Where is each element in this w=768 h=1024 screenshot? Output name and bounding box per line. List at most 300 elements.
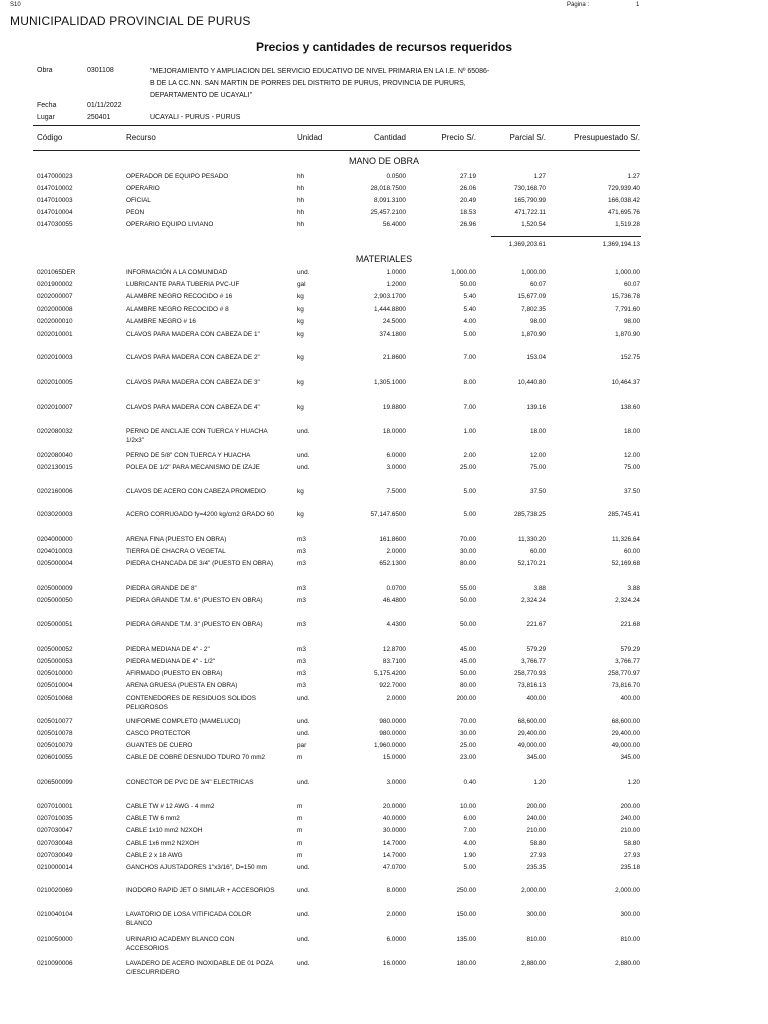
precio-cell: 1,000.00 (451, 269, 476, 276)
unidad-cell: hh (297, 197, 305, 204)
recurso-cell: CABLE TW 6 mm2 (126, 815, 180, 822)
recurso-cell: CABLE TW # 12 AWG - 4 mm2 (126, 803, 215, 810)
precio-cell: 0.40 (463, 779, 476, 786)
cantidad-cell: 2.0000 (386, 548, 406, 555)
precio-cell: 2.00 (463, 452, 476, 459)
unidad-cell: und. (297, 718, 310, 725)
presupuestado-cell: 3.88 (627, 585, 640, 592)
presupuestado-cell: 52,169.68 (611, 560, 640, 567)
recurso-cell: PEON (126, 209, 145, 216)
recurso-cell: ACERO CORRUGADO fy=4200 kg/cm2 GRADO 60 (126, 511, 274, 518)
precio-cell: 26.96 (460, 221, 476, 228)
recurso-cell: PIEDRA CHANCADA DE 3/4" (PUESTO EN OBRA) (126, 560, 274, 567)
presupuestado-cell: 29,400.00 (611, 730, 640, 737)
presupuestado-cell: 49,000.00 (611, 742, 640, 749)
presupuestado-cell: 60.00 (624, 548, 640, 555)
presupuestado-cell: 345.00 (620, 754, 640, 761)
cantidad-cell: 47.0700 (382, 864, 406, 871)
parcial-cell: 165,790.99 (514, 197, 546, 204)
mano-obra-total-parcial: 1,369,203.61 (508, 241, 546, 248)
presupuestado-cell: 58.80 (624, 840, 640, 847)
parcial-cell: 285,738.25 (514, 511, 546, 518)
parcial-cell: 221.67 (526, 621, 546, 628)
parcial-cell: 18.00 (530, 428, 546, 435)
presupuestado-cell: 152.75 (620, 354, 640, 361)
presupuestado-cell: 11,326.64 (612, 536, 640, 543)
precio-cell: 30.00 (460, 548, 476, 555)
parcial-cell: 235.35 (526, 864, 546, 871)
codigo-cell: 0205000004 (37, 560, 73, 567)
cantidad-cell: 14.7000 (382, 840, 406, 847)
cantidad-cell: 3.0000 (386, 779, 406, 786)
precio-cell: 45.00 (460, 646, 476, 653)
presupuestado-cell: 1,870.90 (615, 331, 640, 338)
precio-cell: 8.00 (463, 379, 476, 386)
codigo-cell: 0147030055 (37, 221, 73, 228)
precio-cell: 5.00 (463, 488, 476, 495)
presupuestado-cell: 810.00 (620, 936, 640, 943)
recurso-cell: INODORO RAPID JET O SIMILAR + ACCESORIOS (126, 887, 275, 894)
page-label: Página : (567, 2, 590, 8)
parcial-cell: 200.00 (526, 803, 546, 810)
presupuestado-cell: 2,880.00 (615, 960, 640, 967)
unidad-cell: hh (297, 221, 305, 228)
col-cantidad: Cantidad (373, 133, 406, 142)
unidad-cell: und. (297, 911, 310, 918)
codigo-cell: 0201900002 (37, 281, 73, 288)
precio-cell: 70.00 (460, 718, 476, 725)
precio-cell: 5.00 (463, 331, 476, 338)
unidad-cell: m3 (297, 560, 306, 567)
precio-cell: 25.00 (460, 464, 476, 471)
unidad-cell: kg (297, 331, 304, 338)
recurso-cell: AFIRMADO (PUESTO EN OBRA) (126, 670, 223, 677)
cantidad-cell: 24.5000 (382, 318, 406, 325)
codigo-cell: 0205010068 (37, 695, 73, 702)
unidad-cell: und. (297, 730, 310, 737)
precio-cell: 250.00 (456, 887, 476, 894)
parcial-cell: 27.93 (530, 852, 546, 859)
lugar-label: Lugar (37, 114, 55, 121)
parcial-cell: 7,802.35 (521, 306, 546, 313)
precio-cell: 30.00 (460, 730, 476, 737)
unidad-cell: gal (297, 281, 306, 288)
recurso-cell: POLEA DE 1/2" PARA MECANISMO DE IZAJE (126, 464, 260, 471)
presupuestado-cell: 221.68 (620, 621, 640, 628)
parcial-cell: 2,324.24 (521, 597, 546, 604)
presupuestado-cell: 200.00 (620, 803, 640, 810)
recurso-cell: CLAVOS PARA MADERA CON CABEZA DE 2" (126, 354, 260, 361)
unidad-cell: hh (297, 185, 305, 192)
presupuestado-cell: 37.50 (624, 488, 640, 495)
parcial-cell: 1.20 (533, 779, 546, 786)
codigo-cell: 0203020003 (37, 511, 73, 518)
cantidad-cell: 57,147.6500 (370, 511, 406, 518)
recurso-cell: GUANTES DE CUERO (126, 742, 193, 749)
parcial-cell: 345.00 (526, 754, 546, 761)
precio-cell: 80.00 (460, 560, 476, 567)
cantidad-cell: 15.0000 (382, 754, 406, 761)
codigo-cell: 0205000053 (37, 658, 73, 665)
presupuestado-cell: 1,000.00 (615, 269, 640, 276)
parcial-cell: 3,766.77 (521, 658, 546, 665)
unidad-cell: und. (297, 779, 310, 786)
recurso-cell: LAVADERO DE ACERO INOXIDABLE DE 01 POZA C/ESCURRIDERO (126, 960, 274, 976)
parcial-cell: 240.00 (526, 815, 546, 822)
cantidad-cell: 7.5000 (386, 488, 406, 495)
codigo-cell: 0210090006 (37, 960, 73, 967)
recurso-cell: ARENA FINA (PUESTO EN OBRA) (126, 536, 227, 543)
unidad-cell: m3 (297, 536, 306, 543)
codigo-cell: 0210050000 (37, 936, 73, 943)
unidad-cell: kg (297, 379, 304, 386)
presupuestado-cell: 73,816.70 (611, 682, 640, 689)
cantidad-cell: 1,444.8800 (374, 306, 406, 313)
parcial-cell: 300.00 (526, 911, 546, 918)
parcial-cell: 37.50 (530, 488, 546, 495)
codigo-cell: 0205010000 (37, 670, 73, 677)
codigo-cell: 0202010005 (37, 379, 73, 386)
unidad-cell: und. (297, 269, 310, 276)
recurso-cell: GANCHOS AJUSTADORES 1"x3/16", D=150 mm (126, 864, 267, 871)
recurso-cell: CLAVOS DE ACERO CON CABEZA PROMEDIO (126, 488, 266, 495)
unidad-cell: m (297, 827, 303, 834)
precio-cell: 6.00 (463, 815, 476, 822)
unidad-cell: m3 (297, 670, 306, 677)
recurso-cell: OPERARIO EQUIPO LIVIANO (126, 221, 214, 228)
precio-cell: 80.00 (460, 682, 476, 689)
presupuestado-cell: 166,038.42 (608, 197, 640, 204)
parcial-cell: 139.16 (526, 404, 546, 411)
recurso-cell: CABLE DE COBRE DESNUDO TDURO 70 mm2 (126, 754, 266, 761)
unidad-cell: kg (297, 306, 304, 313)
cantidad-cell: 652.1300 (379, 560, 406, 567)
parcial-cell: 15,677.09 (517, 293, 546, 300)
precio-cell: 50.00 (460, 670, 476, 677)
precio-cell: 20.49 (460, 197, 476, 204)
cantidad-cell: 56.4000 (382, 221, 406, 228)
parcial-cell: 75.00 (530, 464, 546, 471)
parcial-cell: 49,000.00 (517, 742, 546, 749)
cantidad-cell: 4.4300 (386, 621, 406, 628)
recurso-cell: PIEDRA GRANDE T.M. 3" (PUESTO EN OBRA) (126, 621, 263, 628)
unidad-cell: m3 (297, 682, 306, 689)
codigo-cell: 0205010004 (37, 682, 73, 689)
presupuestado-cell: 75.00 (624, 464, 640, 471)
recurso-cell: PERNO DE 5/8" CON TUERCA Y HUACHA (126, 452, 251, 459)
parcial-cell: 153.04 (526, 354, 546, 361)
parcial-cell: 73,816.13 (517, 682, 546, 689)
cantidad-cell: 5,175.4200 (374, 670, 406, 677)
codigo-cell: 0205000050 (37, 597, 73, 604)
unidad-cell: und. (297, 452, 310, 459)
lugar-value: UCAYALI - PURUS - PURUS (150, 114, 241, 121)
precio-cell: 10.00 (460, 803, 476, 810)
presupuestado-cell: 285,745.41 (608, 511, 640, 518)
recurso-cell: INFORMACIÓN A LA COMUNIDAD (126, 269, 228, 276)
parcial-cell: 68,600.00 (517, 718, 546, 725)
unidad-cell: und. (297, 428, 310, 435)
recurso-cell: CABLE 1x6 mm2 N2XOH (126, 840, 199, 847)
presupuestado-cell: 579.29 (620, 646, 640, 653)
col-codigo: Código (37, 133, 63, 142)
cantidad-cell: 922.7000 (379, 682, 406, 689)
recurso-cell: CONTENEDORES DE RESIDUOS SOLIDOS PELIGROSOS (126, 695, 256, 711)
codigo-cell: 0147010003 (37, 197, 73, 204)
recurso-cell: LAVATORIO DE LOSA VITIFICADA COLOR BLANCO (126, 911, 252, 927)
codigo-cell: 0202010003 (37, 354, 73, 361)
cantidad-cell: 8,091.3100 (374, 197, 406, 204)
codigo-cell: 0210040104 (37, 911, 73, 918)
unidad-cell: und. (297, 960, 310, 967)
cantidad-cell: 1.2000 (386, 281, 406, 288)
cantidad-cell: 12.8700 (382, 646, 406, 653)
precio-cell: 45.00 (460, 658, 476, 665)
cantidad-cell: 28,018.7500 (370, 185, 406, 192)
precio-cell: 200.00 (456, 695, 476, 702)
cantidad-cell: 3.0000 (386, 464, 406, 471)
cantidad-cell: 161.8600 (379, 536, 406, 543)
recurso-cell: PIEDRA GRANDE DE 8" (126, 585, 197, 592)
cantidad-cell: 83.7100 (382, 658, 406, 665)
report-code: S10 (10, 2, 21, 8)
municipality-name: MUNICIPALIDAD PROVINCIAL DE PURUS (10, 14, 251, 28)
parcial-cell: 60.07 (530, 281, 546, 288)
codigo-cell: 0205000009 (37, 585, 73, 592)
unidad-cell: kg (297, 293, 304, 300)
precio-cell: 135.00 (456, 936, 476, 943)
parcial-cell: 400.00 (526, 695, 546, 702)
presupuestado-cell: 3,766.77 (615, 658, 640, 665)
parcial-cell: 210.00 (526, 827, 546, 834)
presupuestado-cell: 729,939.40 (608, 185, 640, 192)
unidad-cell: kg (297, 404, 304, 411)
precio-cell: 5.40 (463, 306, 476, 313)
presupuestado-cell: 1,519.28 (615, 221, 640, 228)
unidad-cell: und. (297, 936, 310, 943)
cantidad-cell: 16.0000 (382, 960, 406, 967)
mano-obra-total-presupuestado: 1,369,194.13 (602, 241, 640, 248)
unidad-cell: m3 (297, 597, 306, 604)
codigo-cell: 0206010055 (37, 754, 73, 761)
codigo-cell: 0147010002 (37, 185, 73, 192)
codigo-cell: 0202080032 (37, 428, 73, 435)
lugar-code: 250401 (87, 114, 111, 121)
precio-cell: 26.06 (460, 185, 476, 192)
precio-cell: 18.53 (460, 209, 476, 216)
presupuestado-cell: 1.20 (627, 779, 640, 786)
col-parcial: Parcial S/. (509, 133, 546, 142)
recurso-cell: ALAMBRE NEGRO # 16 (126, 318, 196, 325)
codigo-cell: 0147010004 (37, 209, 73, 216)
precio-cell: 50.00 (460, 621, 476, 628)
precio-cell: 7.00 (463, 404, 476, 411)
parcial-cell: 810.00 (526, 936, 546, 943)
precio-cell: 1.90 (463, 852, 476, 859)
header-rule-top (33, 125, 640, 126)
cantidad-cell: 14.7000 (382, 852, 406, 859)
codigo-cell: 0207010001 (37, 803, 73, 810)
col-precio: Precio S/. (441, 133, 476, 142)
presupuestado-cell: 10,464.37 (611, 379, 640, 386)
cantidad-cell: 1.0000 (386, 269, 406, 276)
header-rule-bottom (33, 150, 640, 151)
col-unidad: Unidad (297, 133, 323, 142)
col-presupuestado: Presupuestado S/. (574, 133, 640, 142)
codigo-cell: 0202000008 (37, 306, 73, 313)
codigo-cell: 0210000014 (37, 864, 73, 871)
codigo-cell: 0202000010 (37, 318, 73, 325)
obra-label: Obra (37, 67, 53, 74)
parcial-cell: 3.88 (533, 585, 546, 592)
recurso-cell: UNIFORME COMPLETO (MAMELUCO) (126, 718, 241, 725)
cantidad-cell: 0.0500 (386, 173, 406, 180)
fecha-value: 01/11/2022 (87, 102, 122, 109)
precio-cell: 7.00 (463, 354, 476, 361)
codigo-cell: 0206500099 (37, 779, 73, 786)
presupuestado-cell: 2,324.24 (615, 597, 640, 604)
presupuestado-cell: 98.00 (624, 318, 640, 325)
codigo-cell: 0207030047 (37, 827, 73, 834)
unidad-cell: m (297, 754, 303, 761)
fecha-label: Fecha (37, 102, 57, 109)
precio-cell: 4.00 (463, 318, 476, 325)
codigo-cell: 0207030048 (37, 840, 73, 847)
unidad-cell: m (297, 803, 303, 810)
unidad-cell: par (297, 742, 307, 749)
cantidad-cell: 980.0000 (379, 730, 406, 737)
page-number: 1 (636, 2, 640, 8)
recurso-cell: CASCO PROTECTOR (126, 730, 191, 737)
recurso-cell: OPERARIO (126, 185, 160, 192)
unidad-cell: m (297, 840, 303, 847)
parcial-cell: 10,440.80 (517, 379, 546, 386)
cantidad-cell: 1,305.1000 (374, 379, 406, 386)
cantidad-cell: 19.8800 (382, 404, 406, 411)
recurso-cell: CONECTOR DE PVC DE 3/4" ELECTRICAS (126, 779, 254, 786)
codigo-cell: 0202000007 (37, 293, 73, 300)
recurso-cell: TIERRA DE CHACRA O VEGETAL (126, 548, 226, 555)
recurso-cell: CABLE 1x10 mm2 N2XOH (126, 827, 203, 834)
parcial-cell: 1,870.90 (521, 331, 546, 338)
parcial-cell: 2,000.00 (521, 887, 546, 894)
cantidad-cell: 2.0000 (386, 911, 406, 918)
codigo-cell: 0205000052 (37, 646, 73, 653)
codigo-cell: 0207030049 (37, 852, 73, 859)
recurso-cell: CLAVOS PARA MADERA CON CABEZA DE 4" (126, 404, 260, 411)
parcial-cell: 1,000.00 (521, 269, 546, 276)
unidad-cell: hh (297, 209, 305, 216)
codigo-cell: 0201065DER (37, 269, 76, 276)
recurso-cell: PERNO DE ANCLAJE CON TUERCA Y HUACHA 1/2x3" (126, 428, 268, 444)
cantidad-cell: 0.0700 (386, 585, 406, 592)
unidad-cell: kg (297, 318, 304, 325)
precio-cell: 180.00 (456, 960, 476, 967)
recurso-cell: LUBRICANTE PARA TUBERIA PVC-UF (126, 281, 240, 288)
unidad-cell: und. (297, 695, 310, 702)
section-mano-obra: MANO DE OBRA (348, 156, 419, 166)
precio-cell: 1.00 (463, 428, 476, 435)
unidad-cell: kg (297, 354, 304, 361)
precio-cell: 5.40 (463, 293, 476, 300)
precio-cell: 50.00 (460, 597, 476, 604)
presupuestado-cell: 7,791.60 (615, 306, 640, 313)
presupuestado-cell: 400.00 (620, 695, 640, 702)
section-materiales: MATERIALES (355, 254, 413, 264)
cantidad-cell: 1,960.0000 (374, 742, 406, 749)
parcial-cell: 579.29 (526, 646, 546, 653)
col-recurso: Recurso (126, 133, 156, 142)
unidad-cell: kg (297, 488, 304, 495)
recurso-cell: PIEDRA GRANDE T.M. 6" (PUESTO EN OBRA) (126, 597, 263, 604)
parcial-cell: 730,168.70 (514, 185, 546, 192)
recurso-cell: PIEDRA MEDIANA DE 4" - 2" (126, 646, 210, 653)
presupuestado-cell: 235.18 (620, 864, 640, 871)
parcial-cell: 98.00 (530, 318, 546, 325)
parcial-cell: 1,520.54 (521, 221, 546, 228)
codigo-cell: 0202080040 (37, 452, 73, 459)
presupuestado-cell: 240.00 (620, 815, 640, 822)
presupuestado-cell: 18.00 (624, 428, 640, 435)
obra-description: "MEJORAMIENTO Y AMPLIACION DEL SERVICIO EDUCATIVO DE NIVEL PRIMARIA EN LA I.E. Nº 65086-B DE LA CC.NN. SAN MARTIN DE PORRES DEL DISTRITO DE PURUS, PROVINCIA DE PURURS, DEPARTAMENTO DE UCAYALI" (150, 68, 490, 99)
parcial-cell: 258,770.93 (514, 670, 546, 677)
codigo-cell: 0202010001 (37, 331, 73, 338)
presupuestado-cell: 27.93 (624, 852, 640, 859)
parcial-cell: 1.27 (533, 173, 546, 180)
codigo-cell: 0204010003 (37, 548, 73, 555)
precio-cell: 5.00 (463, 511, 476, 518)
unidad-cell: m3 (297, 646, 306, 653)
codigo-cell: 0210020069 (37, 887, 73, 894)
presupuestado-cell: 471,695.76 (608, 209, 640, 216)
parcial-cell: 2,880.00 (521, 960, 546, 967)
precio-cell: 4.00 (463, 840, 476, 847)
recurso-cell: CLAVOS PARA MADERA CON CABEZA DE 1" (126, 331, 260, 338)
obra-code: 0301108 (87, 67, 114, 74)
unidad-cell: und. (297, 864, 310, 871)
recurso-cell: OPERADOR DE EQUIPO PESADO (126, 173, 229, 180)
subtotal-rule (491, 236, 641, 237)
parcial-cell: 52,170.21 (517, 560, 546, 567)
cantidad-cell: 6.0000 (386, 452, 406, 459)
presupuestado-cell: 300.00 (620, 911, 640, 918)
presupuestado-cell: 1.27 (627, 173, 640, 180)
unidad-cell: m3 (297, 658, 306, 665)
page-title: Precios y cantidades de recursos requeridos (255, 40, 513, 54)
parcial-cell: 58.80 (530, 840, 546, 847)
codigo-cell: 0147000023 (37, 173, 73, 180)
cantidad-cell: 30.0000 (382, 827, 406, 834)
cantidad-cell: 20.0000 (382, 803, 406, 810)
codigo-cell: 0205000051 (37, 621, 73, 628)
cantidad-cell: 21.8600 (382, 354, 406, 361)
presupuestado-cell: 60.07 (624, 281, 640, 288)
codigo-cell: 0202160006 (37, 488, 73, 495)
precio-cell: 25.00 (460, 742, 476, 749)
cantidad-cell: 25,457.2100 (370, 209, 406, 216)
presupuestado-cell: 258,770.97 (608, 670, 640, 677)
recurso-cell: URINARIO ACADEMY BLANCO CON ACCESORIOS (126, 936, 235, 952)
precio-cell: 5.00 (463, 864, 476, 871)
unidad-cell: m3 (297, 585, 306, 592)
unidad-cell: m3 (297, 621, 306, 628)
parcial-cell: 29,400.00 (517, 730, 546, 737)
codigo-cell: 0202010007 (37, 404, 73, 411)
cantidad-cell: 2,903.1700 (374, 293, 406, 300)
cantidad-cell: 18.0000 (382, 428, 406, 435)
cantidad-cell: 2.0000 (386, 695, 406, 702)
precio-cell: 27.19 (460, 173, 476, 180)
